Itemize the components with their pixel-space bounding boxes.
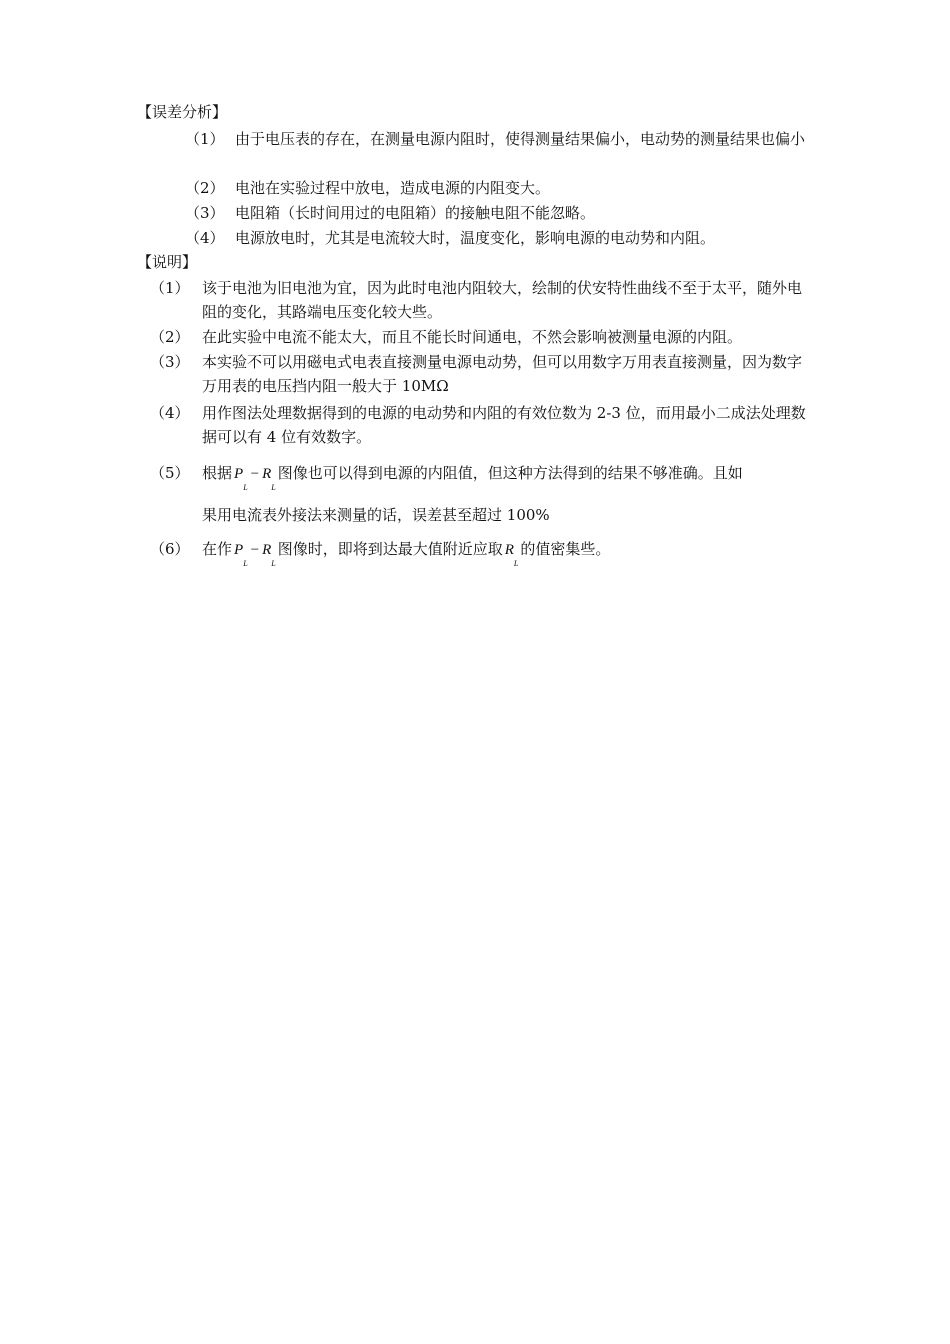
list-item [150,401,810,449]
symbol-r: R [262,466,272,482]
item-text: 由于电压表的存在，在测量电源内阻时，使得测量结果偏小，电动势的测量结果也偏小 [235,130,806,148]
formula-rl [503,538,521,568]
list-item [185,127,807,175]
symbol-r: R [504,542,514,558]
formula-pl-rl [232,462,278,492]
subscript-l: L [271,483,276,492]
item-number: （1） [150,279,190,297]
item-text-middle: 图像时，即将到达最大值附近应取 [277,540,503,558]
item-number: （2） [185,179,225,197]
item-text [202,461,810,527]
item-number: （4） [185,229,225,247]
list-item [185,226,807,250]
list-item [150,537,810,571]
item-number: （3） [150,353,190,371]
minus-sign: − [250,542,260,558]
list-item [150,325,810,349]
item-text: 本实验不可以用磁电式电表直接测量电源电动势，但可以用数字万用表直接测量，因为数字万用表的电压挡内阻一般大于 10MΩ [202,353,803,395]
item-number: （3） [185,204,225,222]
item-text: 用作图法处理数据得到的电源的电动势和内阻的有效位数为 2-3 位，而用最小二成法处理数据可以有 4 位有效数字。 [202,404,806,446]
symbol-p: P [234,466,244,482]
item-text: 该于电池为旧电池为宜，因为此时电池内阻较大，绘制的伏安特性曲线不至于太平，随外电阻的变化，其路端电压变化较大些。 [202,279,803,321]
item-text [202,537,810,568]
minus-sign: − [250,466,260,482]
item-text-line2: 果用电流表外接法来测量的话，误差甚至超过 100% [202,506,550,524]
symbol-r: R [262,542,272,558]
subscript-l: L [243,483,248,492]
list-item [150,461,810,525]
symbol-p: P [234,542,244,558]
item-text-suffix: 图像也可以得到电源的内阻值，但这种方法得到的结果不够准确。且如 [277,464,743,482]
item-text-suffix: 的值密集些。 [520,540,611,558]
list-item [185,176,807,200]
item-number: （6） [150,540,190,558]
section-title-notes: 【说明】 [137,253,198,271]
item-number: （1） [185,130,225,148]
item-number: （4） [150,404,190,422]
list-item [185,201,807,225]
item-number: （2） [150,328,190,346]
subscript-l: L [243,559,248,568]
item-text-prefix: 根据 [202,464,233,482]
list-item [150,350,810,398]
list-item [150,276,810,324]
item-text: 电池在实验过程中放电，造成电源的内阻变大。 [235,179,551,197]
subscript-l: L [513,559,519,568]
item-text: 在此实验中电流不能太大，而且不能长时间通电，不然会影响被测量电源的内阻。 [202,328,743,346]
item-text: 电源放电时，尤其是电流较大时，温度变化，影响电源的电动势和内阻。 [235,229,716,247]
item-text-prefix: 在作 [202,540,233,558]
formula-pl-rl [232,538,278,568]
subscript-l: L [271,559,276,568]
item-number: （5） [150,464,190,482]
item-text: 电阻箱（长时间用过的电阻箱）的接触电阻不能忽略。 [235,204,596,222]
section-title-error-analysis: 【误差分析】 [137,103,228,121]
